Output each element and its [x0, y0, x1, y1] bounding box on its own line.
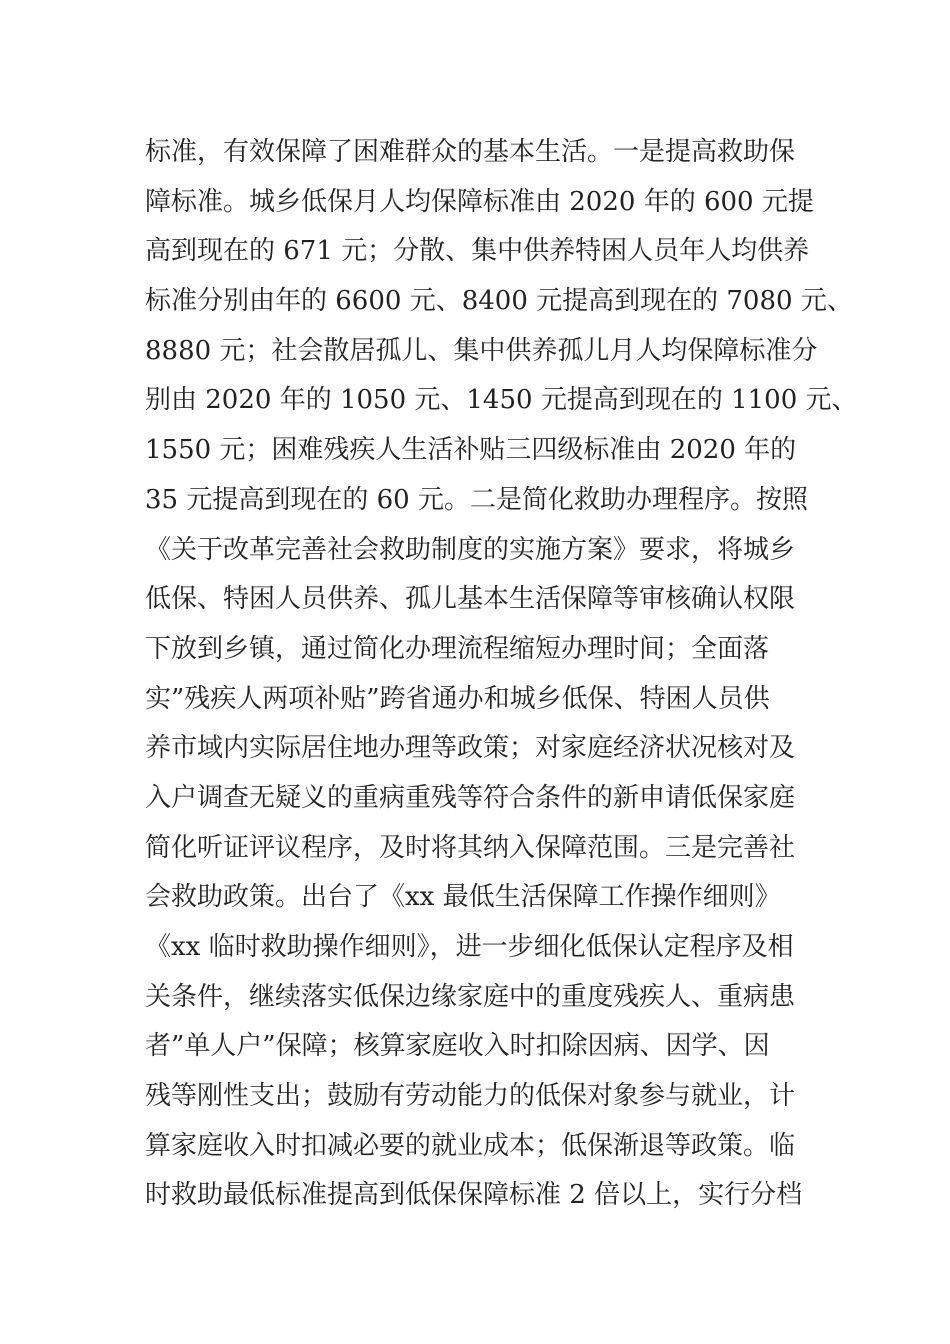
text-line: 时救助最低标准提高到低保保障标准 2 倍以上，实行分档: [145, 1180, 803, 1211]
text-line: 《xx 临时救助操作细则》，进一步细化低保认定程序及相: [145, 932, 794, 962]
text-line: 简化听证评议程序，及时将其纳入保障范围。三是完善社: [145, 832, 796, 863]
body-paragraph: [145, 128, 858, 1221]
text-line: 别由 2020 年的 1050 元、1450 元提高到现在的 1100 元、: [145, 385, 858, 416]
text-line: 标准，有效保障了困难群众的基本生活。一是提高救助保: [145, 137, 796, 167]
text-line: 35 元提高到现在的 60 元。二是简化救助办理程序。按照: [145, 484, 808, 515]
text-line: 高到现在的 671 元；分散、集中供养特困人员年人均供养: [145, 236, 810, 267]
text-line: 8880 元；社会散居孤儿、集中供养孤儿月人均保障标准分: [145, 335, 818, 366]
text-line: 算家庭收入时扣减必要的就业成本；低保渐退等政策。临: [145, 1130, 796, 1161]
text-line: 会救助政策。出台了《xx 最低生活保障工作操作细则》: [145, 882, 781, 913]
text-line: 残等刚性支出；鼓励有劳动能力的低保对象参与就业，计: [145, 1081, 796, 1112]
text-line: 《关于改革完善社会救助制度的实施方案》要求，将城乡: [145, 534, 796, 565]
text-line: 养市域内实际居住地办理等政策；对家庭经济状况核对及: [145, 733, 796, 764]
text-line: 1550 元；困难残疾人生活补贴三四级标准由 2020 年的: [145, 435, 797, 466]
text-line: 障标准。城乡低保月人均保障标准由 2020 年的 600 元提: [145, 186, 814, 217]
text-line: 标准分别由年的 6600 元、8400 元提高到现在的 7080 元、: [145, 286, 853, 317]
text-line: 关条件，继续落实低保边缘家庭中的重度残疾人、重病患: [145, 981, 796, 1012]
text-line: 低保、特困人员供养、孤儿基本生活保障等审核确认权限: [145, 584, 796, 615]
text-line: 者”单人户”保障；核算家庭收入时扣除因病、因学、因: [145, 1031, 770, 1062]
text-line: 下放到乡镇，通过简化办理流程缩短办理时间；全面落: [145, 633, 770, 664]
text-line: 入户调查无疑义的重病重残等符合条件的新申请低保家庭: [145, 782, 796, 813]
text-line: 实”残疾人两项补贴”跨省通办和城乡低保、特困人员供: [145, 683, 770, 714]
